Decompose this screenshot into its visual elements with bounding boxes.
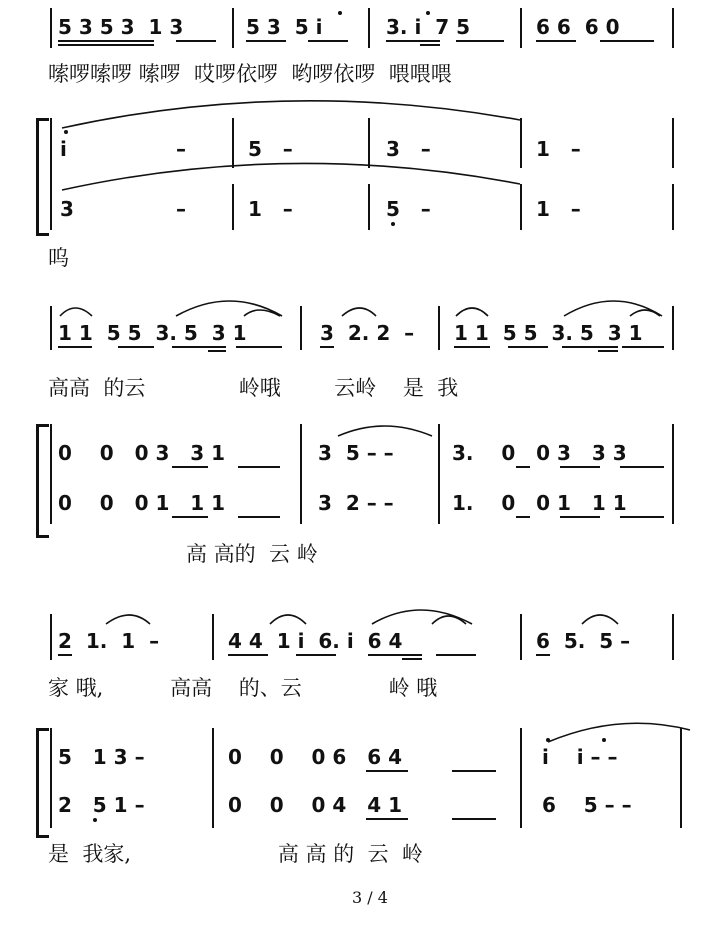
harmony-lower: 1 – bbox=[248, 197, 293, 221]
harmony-upper: 0 0 0 3 3 1 bbox=[58, 441, 226, 465]
harmony-lower: 2 5 1 – bbox=[58, 793, 145, 817]
harmony-upper: – bbox=[176, 137, 186, 161]
melody-measure: 6 5. 5 – bbox=[536, 629, 631, 653]
melody-measure: 2 1. 1 – bbox=[58, 629, 160, 653]
melody-measure: 6 6 6 0 bbox=[536, 15, 620, 39]
slur-arc bbox=[60, 308, 92, 316]
harmony-upper: 3 5 – – bbox=[318, 441, 394, 465]
slur-arc bbox=[372, 610, 472, 624]
harmony-lower: 5 – bbox=[386, 197, 431, 221]
harmony-lower: 3 2 – – bbox=[318, 491, 394, 515]
melody-measure: 5 3 5 i bbox=[246, 15, 323, 39]
slur-arc bbox=[630, 310, 660, 316]
tie-arc bbox=[62, 101, 520, 128]
harmony-upper: 3. 0 0 3 3 3 bbox=[452, 441, 627, 465]
harmony-lower: 0 0 0 1 1 1 bbox=[58, 491, 226, 515]
harmony-lower: 6 5 – – bbox=[542, 793, 632, 817]
harmony-lower: 1. 0 0 1 1 1 bbox=[452, 491, 627, 515]
slur-arc bbox=[432, 616, 466, 624]
melody-measure: 3 2. 2 – bbox=[320, 321, 415, 345]
slur-arc bbox=[270, 615, 306, 624]
harmony-lower: 0 0 0 4 4 1 bbox=[228, 793, 403, 817]
harmony-lower: – bbox=[176, 197, 186, 221]
harmony-upper: 3 – bbox=[386, 137, 431, 161]
slur-arc bbox=[564, 301, 662, 316]
lyrics-line: 嗦啰嗦啰 嗦啰 哎啰依啰 哟啰依啰 喂喂喂 bbox=[48, 62, 452, 86]
harmony-lower: 3 bbox=[60, 197, 74, 221]
lyric-bottom: 高 高的 云 岭 bbox=[186, 542, 318, 566]
lyric-bottom: 呜 bbox=[48, 246, 69, 270]
melody-measure: 3. i 7 5 bbox=[386, 15, 471, 39]
harmony-upper: i bbox=[60, 137, 67, 161]
tie-arc bbox=[62, 163, 520, 190]
harmony-upper: 5 1 3 – bbox=[58, 745, 145, 769]
slur-arc bbox=[342, 308, 376, 316]
lyrics-line: 家 哦, 高高 的、云 岭 哦 bbox=[48, 676, 438, 700]
harmony-upper: 1 – bbox=[536, 137, 581, 161]
harmony-upper: 5 – bbox=[248, 137, 293, 161]
harmony-lower: 1 – bbox=[536, 197, 581, 221]
lyric-bottom: 是 我家, 高 高 的 云 岭 bbox=[48, 842, 423, 866]
slur-arc bbox=[244, 310, 280, 316]
tie-arc bbox=[548, 723, 690, 742]
slur-arc bbox=[176, 301, 282, 316]
lyrics-line: 高高 的云 岭哦 云岭 是 我 bbox=[48, 376, 459, 400]
slur-arc bbox=[456, 308, 488, 316]
melody-measure: 1 1 5 5 3. 5 3 1 bbox=[454, 321, 643, 345]
melody-measure: 4 4 1 i 6. i 6 4 bbox=[228, 629, 403, 653]
slur-arc bbox=[582, 615, 618, 624]
melody-measure: 1 1 5 5 3. 5 3 1 bbox=[58, 321, 247, 345]
tie-arc bbox=[338, 426, 432, 436]
page-number: 3 / 4 bbox=[352, 888, 388, 907]
melody-measure: 5 3 5 3 1 3 bbox=[58, 15, 184, 39]
slur-arc bbox=[106, 615, 150, 624]
harmony-upper: i i – – bbox=[542, 745, 618, 769]
harmony-upper: 0 0 0 6 6 4 bbox=[228, 745, 403, 769]
